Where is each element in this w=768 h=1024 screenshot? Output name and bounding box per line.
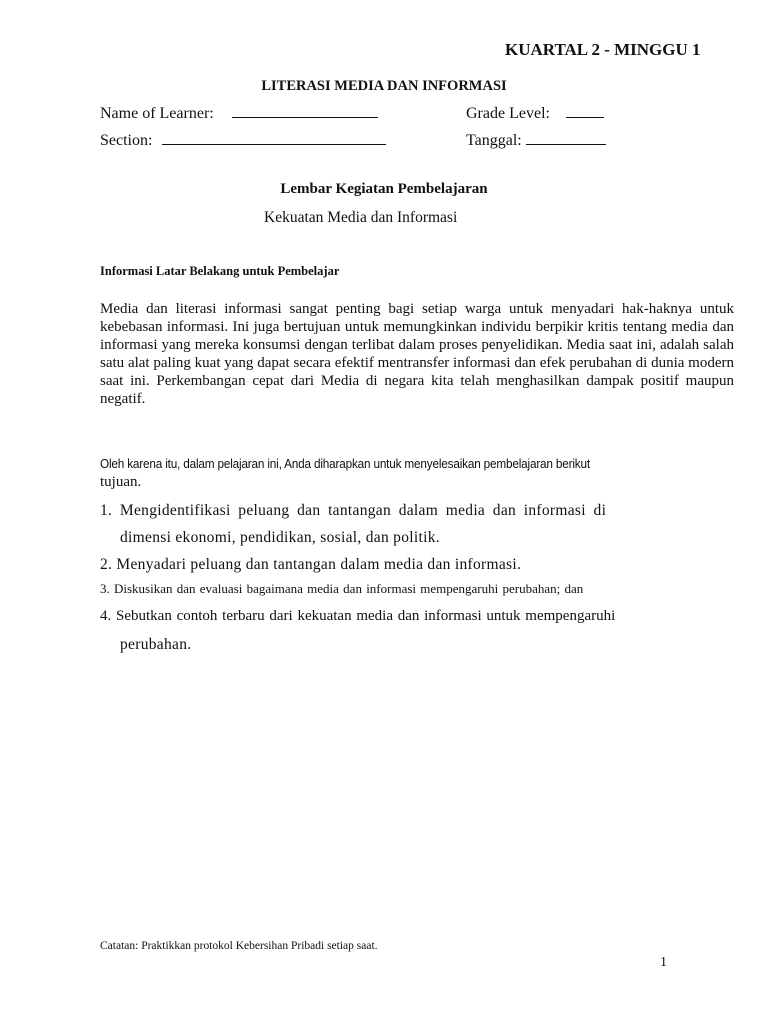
background-paragraph: Media dan literasi informasi sangat penting bagi setiap warga untuk menyadari hak-haknya untuk kebebasan informasi. Ini juga bertujuan untuk memungkinkan individu berpikir kritis tentang media dan informasi yang mereka konsumsi dengan terlibat dalam proses penyelidikan. Media saat ini, adalah salah satu alat paling kuat yang dapat secara efektif mentransfer informasi dan efek perubahan di dunia modern saat ini. Perkembangan cepat dari Media di negara kita telah menghasilkan dampak positif maupun negatif. — [100, 301, 734, 407]
tanggal-field — [466, 130, 606, 150]
worksheet-title: Lembar Kegiatan Pembelajaran — [280, 181, 488, 197]
quarter-week-label: KUARTAL 2 - MINGGU 1 — [505, 40, 701, 59]
section-field — [100, 130, 386, 150]
section-blank-line[interactable] — [162, 130, 386, 145]
name-label: Name of Learner: — [100, 105, 214, 122]
background-heading: Informasi Latar Belakang untuk Pembelajar — [100, 264, 340, 278]
objective-1-line2: dimensi ekonomi, pendidikan, sosial, dan politik. — [120, 529, 440, 546]
objective-1-line1: 1. Mengidentifikasi peluang dan tantangan dalam media dan informasi di — [100, 502, 607, 519]
objective-4-line2: perubahan. — [120, 636, 192, 653]
name-blank-line[interactable] — [232, 103, 378, 118]
grade-blank-line[interactable] — [566, 103, 604, 118]
objectives-intro-line2: tujuan. — [100, 474, 142, 490]
section-label: Section: — [100, 132, 153, 149]
page-title: LITERASI MEDIA DAN INFORMASI — [261, 78, 507, 94]
worksheet-subtitle: Kekuatan Media dan Informasi — [264, 209, 458, 226]
objective-4-line1: 4. Sebutkan contoh terbaru dari kekuatan media dan informasi untuk mempengaruhi — [100, 608, 616, 624]
tanggal-blank-line[interactable] — [526, 130, 606, 145]
grade-label: Grade Level: — [466, 105, 550, 122]
grade-field — [466, 103, 604, 123]
objective-2: 2. Menyadari peluang dan tantangan dalam media dan informasi. — [100, 556, 522, 573]
objective-3: 3. Diskusikan dan evaluasi bagaimana media dan informasi mempengaruhi perubahan; dan — [100, 581, 584, 596]
objectives-intro-line1: Oleh karena itu, dalam pelajaran ini, Anda diharapkan untuk menyelesaikan pembelajaran berikut — [100, 456, 590, 471]
tanggal-label: Tanggal: — [466, 132, 522, 149]
footer-note: Catatan: Praktikkan protokol Kebersihan Pribadi setiap saat. — [100, 940, 378, 952]
name-field — [100, 103, 378, 123]
page-number: 1 — [660, 955, 667, 970]
